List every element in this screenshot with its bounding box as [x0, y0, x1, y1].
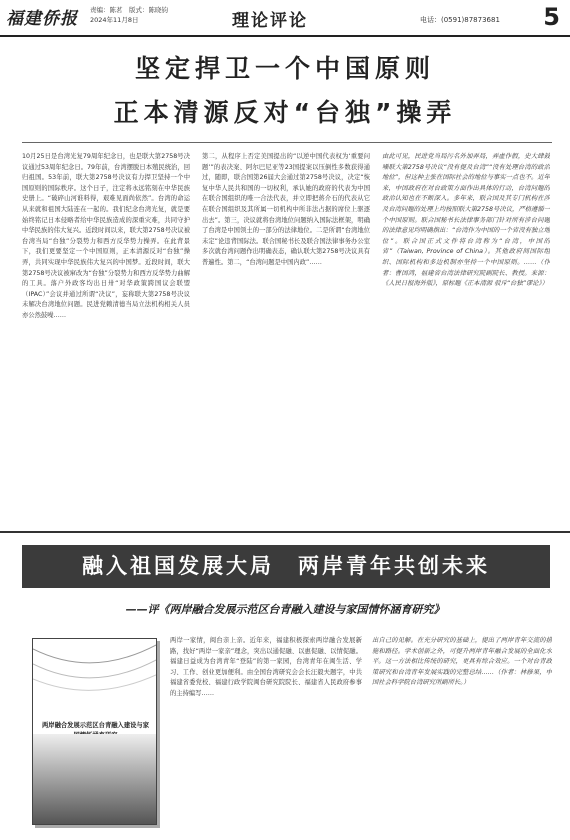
article1-headline-line2: 正本清源反对“台独”操弄 — [113, 98, 457, 127]
date-line: 2024年11月8日 — [90, 16, 139, 24]
book-cover-image — [32, 638, 157, 825]
article1-column-1: 10月25日是台湾光复79周年纪念日，也是联大第2758号决议通过53周年纪念日。79年前，台湾摆脱日本殖民统治，回归祖国。53年前，联大第2758号决议有力捍卫坚持一个中国原则的国际秩序。这个日子，注定将永远铭刻在中华民族史册上。“破碎山河谁料得，艰难见面尚依然”。台湾的命运从来就和祖国大陆连在一起的。我们纪念台湾光复，就是要始终铭记日本侵略者给中华民族造成的深重灾难，共同守护中华民族的伟大复兴。近段时间以来，联大第2758号决议被台湾当局“台独”分裂势力和西方反华势力操弄。在此背景下，我们更要坚定一个中国原则，正本清源反对“台独”操弄，共同实现中华民族伟大复兴的中国梦。近段时间，联大第2758号决议被窜改为“台独”分裂势力和西方反华势力曲解的工具。落户外政客均出日卅“对华政策跨国议会联盟（IPAC）”会议并通过所谓“决议”，妄称联大第2758号决议未解决台湾地位问题。民进党赖清德当局立法机构相关人员亦公然鼓噪…… — [22, 153, 190, 319]
article2-subheadline: ——评《两岸融合发展示范区台青融入建设与家国情怀涵育研究》 — [125, 603, 445, 616]
book-cover-graphic — [33, 734, 157, 824]
article2-banner-headline: 融入祖国发展大局 两岸青年共创未来 — [22, 545, 550, 588]
section-title: 理论评论 — [232, 11, 308, 31]
masthead — [0, 0, 570, 37]
book-title: 两岸融合发展示范区台青融入建设与家 — [41, 722, 150, 729]
section-separator — [0, 531, 570, 533]
book-cover-pattern — [33, 639, 157, 709]
article1-column-3: 由此可见，民进党当局污名外加弄局，弄虚作假，史大肆鼓噪联大第2758号决议“没有提及台湾”“没有处理台湾的政治地位”，但这种主张在国际社会的地位与事实一点也不。近年来，中国政府在对台政策方面作出具体的行动，台湾问题的政治认知也在不断深入。多年来，联合国及其专门机构在涉及台湾问题的处理上均按照联大第2758号决议，严格遵循一个中国原则。联合国秘书长法律事务部门针对所有涉台问题的法律意见均明确指出：“台湾作为中国的一个省没有独立地位”。联合国正式文件将台湾称为“台湾，中国的省”（Taiwan, Province of China）。其他政府间国际组织、国际机构和多边机制亦坚持一个中国原则。……（作者：曹国鸿，福建省台湾法律研究院副院长、教授。来源：《人民日报海外版》，原标题《正本清源 驳斥“台独”谬论》） — [382, 153, 550, 288]
newspaper-logo: 福建侨报 — [6, 9, 78, 29]
phone-number: 电话：(0591)87873681 — [420, 16, 500, 24]
divider — [22, 142, 552, 143]
article2-column-2: 出自己的见解。在充分研究的基础上，提出了两岸青年交流的措施和路径。学术创新之外，可提升两岸青年融合发展的全面化水平。这一方法相比传统的研究，更具有综合效应。一个对台青政策研究和台湾青年发展实践的完整总结……（作者：林修果，中国社会科学院台湾研究所副所长。） — [372, 637, 552, 687]
page-number: 5 — [543, 3, 560, 31]
article2-column-1: 两岸一家情，闽台亲上亲。近年来，福建积极探索两岸融合发展新路，找好“两岸一家亲”理念，突出以通促融、以惠促融、以情促融。福建日益成为台湾青年“登陆”的第一家园，台湾青年在闽生活、学习、工作、创业更加便利。由全国台湾研究会会长汪毅夫题字，中共福建省委党校、福建行政学院闽台研究院院长、福建省人民政府参事的主持编写…… — [170, 637, 362, 697]
article1-column-2: 第二，从程序上否定美国提出的“以逆中国代表权为‘重要问题’”的表决案、阿尔巴尼亚等23国提案以压倒性多数获得通过，随即，联合国第26届大会通过第2758号决议，决定“恢复中华人民共和国的一切权利，承认她的政府的代表为中国在联合国组织的唯一合法代表，并立即把蒋介石的代表从它在联合国组织及其所属一切机构中所非法占据的席位上驱逐出去”。第三，决议就将台湾地位问题纳入国际法框架，明确了台湾是中国领土的一部分的法律地位。二是所谓“台湾地位未定”论违背国际法。联合国秘书长及联合国法律事务办公室多次就台湾问题作出明确表态，确认联大第2758号决议具有普遍性。第二，“台湾问题是中国内政”…… — [202, 153, 370, 266]
article1-headline-line1: 坚定捍卫一个中国原则 — [134, 54, 435, 83]
editor-line: 责编：陈茗 版式：陈晓钧 — [90, 6, 168, 14]
masthead-meta — [90, 5, 168, 25]
